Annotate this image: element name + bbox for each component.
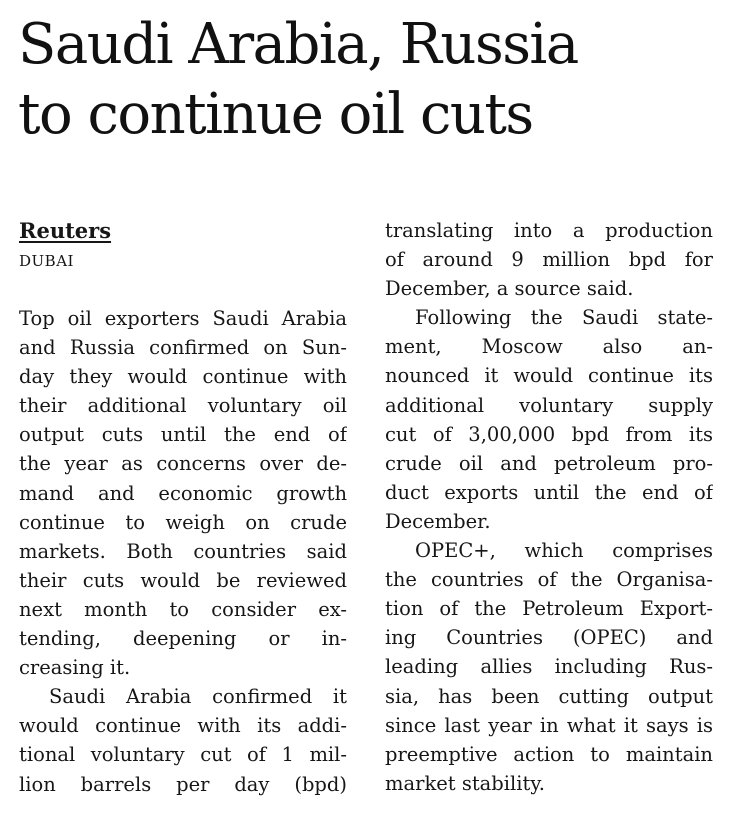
body-text-line: tion of the Petroleum Export- (385, 597, 713, 621)
body-text-line: Following the Saudi state- (415, 306, 713, 330)
byline: Reuters (19, 218, 112, 243)
body-text-line: ing Countries (OPEC) and (385, 626, 713, 650)
body-text-line: nounced it would continue its (385, 364, 713, 388)
headline-line-1: Saudi Arabia, Russia (18, 12, 578, 77)
body-text-line: next month to consider ex- (19, 597, 347, 621)
body-text-line: continue to weigh on crude (19, 510, 347, 534)
body-text-line: duct exports until the end of (385, 480, 713, 504)
body-text-line: December. (385, 509, 491, 533)
article-column-right (385, 216, 713, 798)
article-body-right (385, 216, 713, 798)
body-text-line: translating into a production (385, 219, 713, 242)
body-text-line: would continue with its addi- (19, 714, 347, 738)
body-text-line: OPEC+, which comprises (415, 539, 713, 563)
body-text-line: Top oil exporters Saudi Arabia (19, 307, 347, 330)
dateline: DUBAI (19, 252, 74, 270)
article-column-left (19, 216, 347, 799)
headline (18, 10, 718, 150)
body-text-line: December, a source said. (385, 277, 634, 301)
article-body-left (19, 304, 347, 799)
body-text-line: ment, Moscow also an- (385, 335, 713, 359)
body-text-line: creasing it. (19, 656, 131, 680)
body-text-line: the countries of the Organisa- (385, 568, 713, 592)
body-text-line: leading allies including Rus- (385, 655, 713, 679)
body-text-line: Saudi Arabia confirmed it (49, 685, 347, 709)
body-text-line: tending, deepening or in- (19, 627, 347, 651)
body-text-line: crude oil and petroleum pro- (385, 451, 713, 475)
body-text-line: the year as concerns over de- (19, 452, 347, 476)
body-text-line: additional voluntary supply (385, 393, 713, 417)
body-text-line: cut of 3,00,000 bpd from its (385, 422, 713, 446)
body-text-line: market stability. (385, 771, 545, 795)
body-text-line: since last year in what it says is (385, 713, 713, 737)
body-text-line: their cuts would be reviewed (19, 568, 347, 592)
body-text-line: their additional voluntary oil (19, 394, 347, 418)
body-text-line: of around 9 million bpd for (385, 248, 713, 272)
body-text-line: markets. Both countries said (19, 539, 347, 563)
body-text-line: output cuts until the end of (19, 423, 347, 447)
body-text-line: day they would continue with (19, 365, 347, 389)
body-text-line: lion barrels per day (bpd) (19, 772, 347, 796)
body-text-line: tional voluntary cut of 1 mil- (19, 743, 347, 767)
headline-line-2: to continue oil cuts (18, 82, 533, 147)
body-text-line: preemptive action to maintain (385, 742, 713, 766)
body-text-line: sia, has been cutting output (385, 684, 713, 708)
body-text-line: mand and economic growth (19, 481, 347, 505)
body-text-line: and Russia confirmed on Sun- (19, 336, 347, 360)
